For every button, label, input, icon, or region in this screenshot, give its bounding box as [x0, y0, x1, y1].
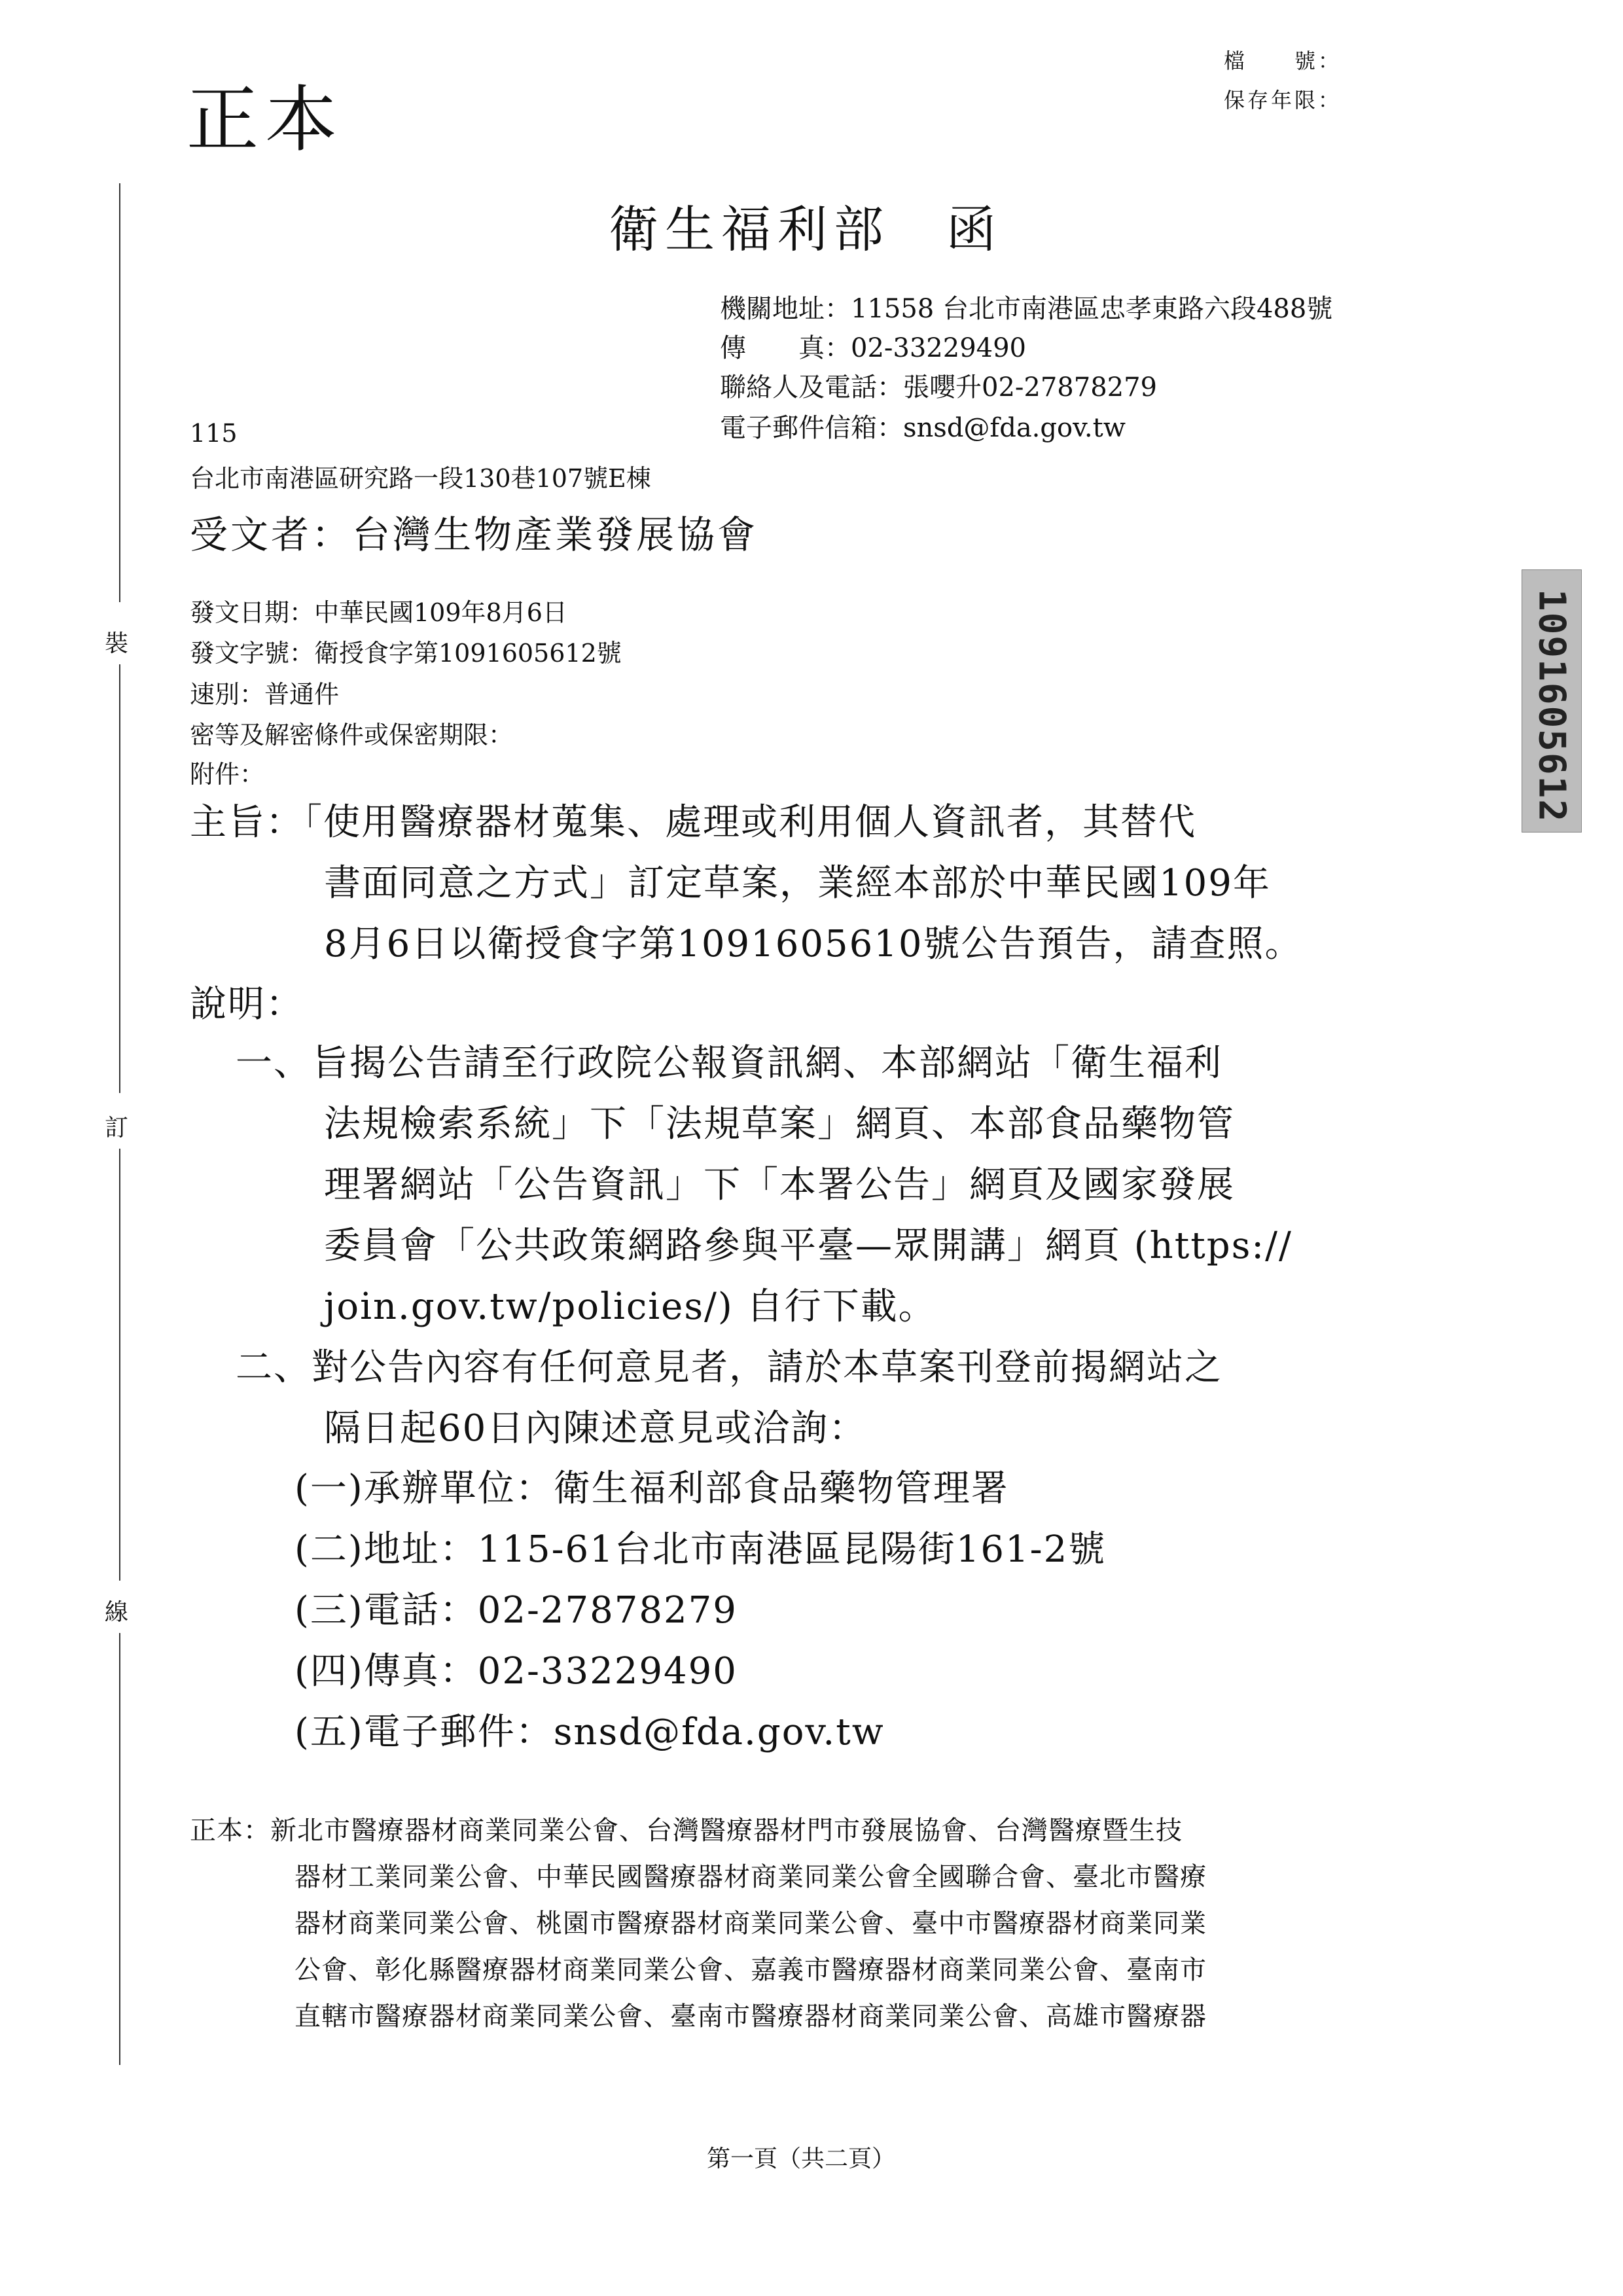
document-number: 發文字號：衛授食字第1091605612號	[190, 639, 622, 668]
contact-fax: (四)傳真：02-33229490	[294, 1650, 738, 1693]
explanation-item-2-line-2: 隔日起60日內陳述意見或洽詢：	[324, 1407, 867, 1450]
secrecy-level: 密等及解密條件或保密期限：	[190, 721, 514, 749]
explanation-item-1-line-5: join.gov.tw/policies/) 自行下載。	[324, 1285, 936, 1328]
page-number: 第一頁（共二頁）	[707, 2145, 896, 2172]
binding-line-bottom	[119, 1633, 120, 2065]
copies-line-3: 器材商業同業公會、桃園市醫療器材商業同業公會、臺中市醫療器材商業同業	[294, 1909, 1207, 1939]
speed-category: 速別：普通件	[190, 680, 340, 709]
explanation-item-1-line-4: 委員會「公共政策網路參與平臺—眾開講」網頁 (https://	[324, 1225, 1293, 1267]
copies-line-2: 器材工業同業公會、中華民國醫療器材商業同業公會全國聯合會、臺北市醫療	[294, 1862, 1207, 1892]
recipient-address: 台北市南港區研究路一段130巷107號E棟	[190, 464, 651, 493]
contact-phone: (三)電話：02-27878279	[294, 1589, 738, 1632]
issue-date: 發文日期：中華民國109年8月6日	[190, 598, 567, 627]
original-copy-stamp: 正本	[187, 78, 344, 162]
contact-email: (五)電子郵件：snsd@fda.gov.tw	[294, 1711, 885, 1753]
receipt-number-seal	[1522, 569, 1582, 833]
explanation-item-1-line-3: 理署網站「公告資訊」下「本署公告」網頁及國家發展	[324, 1164, 1235, 1206]
file-number-label: 檔 號：	[1224, 48, 1342, 73]
copies-line-4: 公會、彰化縣醫療器材商業同業公會、嘉義市醫療器材商業同業公會、臺南市	[294, 1955, 1207, 1985]
agency-email: 電子郵件信箱：snsd@fda.gov.tw	[720, 413, 1126, 443]
retention-period-label: 保存年限：	[1224, 88, 1342, 113]
binding-char-ding: 訂	[105, 1115, 129, 1141]
binding-line-middle	[119, 664, 120, 1093]
attachment: 附件：	[190, 760, 265, 789]
binding-char-xian: 線	[105, 1599, 129, 1626]
recipient-postal-code: 115	[190, 419, 238, 448]
subject-line-2: 書面同意之方式」訂定草案，業經本部於中華民國109年	[324, 862, 1271, 905]
contact-address: (二)地址：115-61台北市南港區昆陽街161-2號	[294, 1528, 1107, 1571]
binding-line-top	[119, 183, 120, 602]
copies-line-1: 正本：新北市醫療器材商業同業公會、台灣醫療器材門市發展協會、台灣醫療暨生技	[190, 1816, 1183, 1846]
explanation-heading: 說明：	[190, 983, 304, 1026]
binding-line-lower	[119, 1149, 120, 1581]
subject-line-3: 8月6日以衛授食字第1091605610號公告預告，請查照。	[324, 923, 1303, 965]
contact-unit: (一)承辦單位：衛生福利部食品藥物管理署	[294, 1467, 1009, 1510]
binding-char-zhuang: 裝	[105, 630, 129, 657]
copies-line-5: 直轄市醫療器材商業同業公會、臺南市醫療器材商業同業公會、高雄市醫療器	[294, 2001, 1207, 2032]
agency-contact: 聯絡人及電話：張嚶升02-27878279	[720, 372, 1158, 403]
explanation-item-2-line-1: 二、對公告內容有任何意見者，請於本草案刊登前揭網站之	[236, 1346, 1222, 1389]
document-title: 衛生福利部 函	[609, 200, 1003, 259]
subject-line-1: 主旨：「使用醫療器材蒐集、處理或利用個人資訊者，其替代	[190, 801, 1196, 844]
explanation-item-1-line-1: 一、旨揭公告請至行政院公報資訊網、本部網站「衛生福利	[236, 1042, 1222, 1085]
seal-number: 1091605612	[1530, 588, 1573, 823]
recipient: 受文者：台灣生物產業發展協會	[190, 512, 758, 557]
agency-address: 機關地址：11558 台北市南港區忠孝東路六段488號	[720, 294, 1333, 324]
agency-fax: 傳 真：02-33229490	[720, 333, 1027, 363]
explanation-item-1-line-2: 法規檢索系統」下「法規草案」網頁、本部食品藥物管	[324, 1103, 1235, 1145]
